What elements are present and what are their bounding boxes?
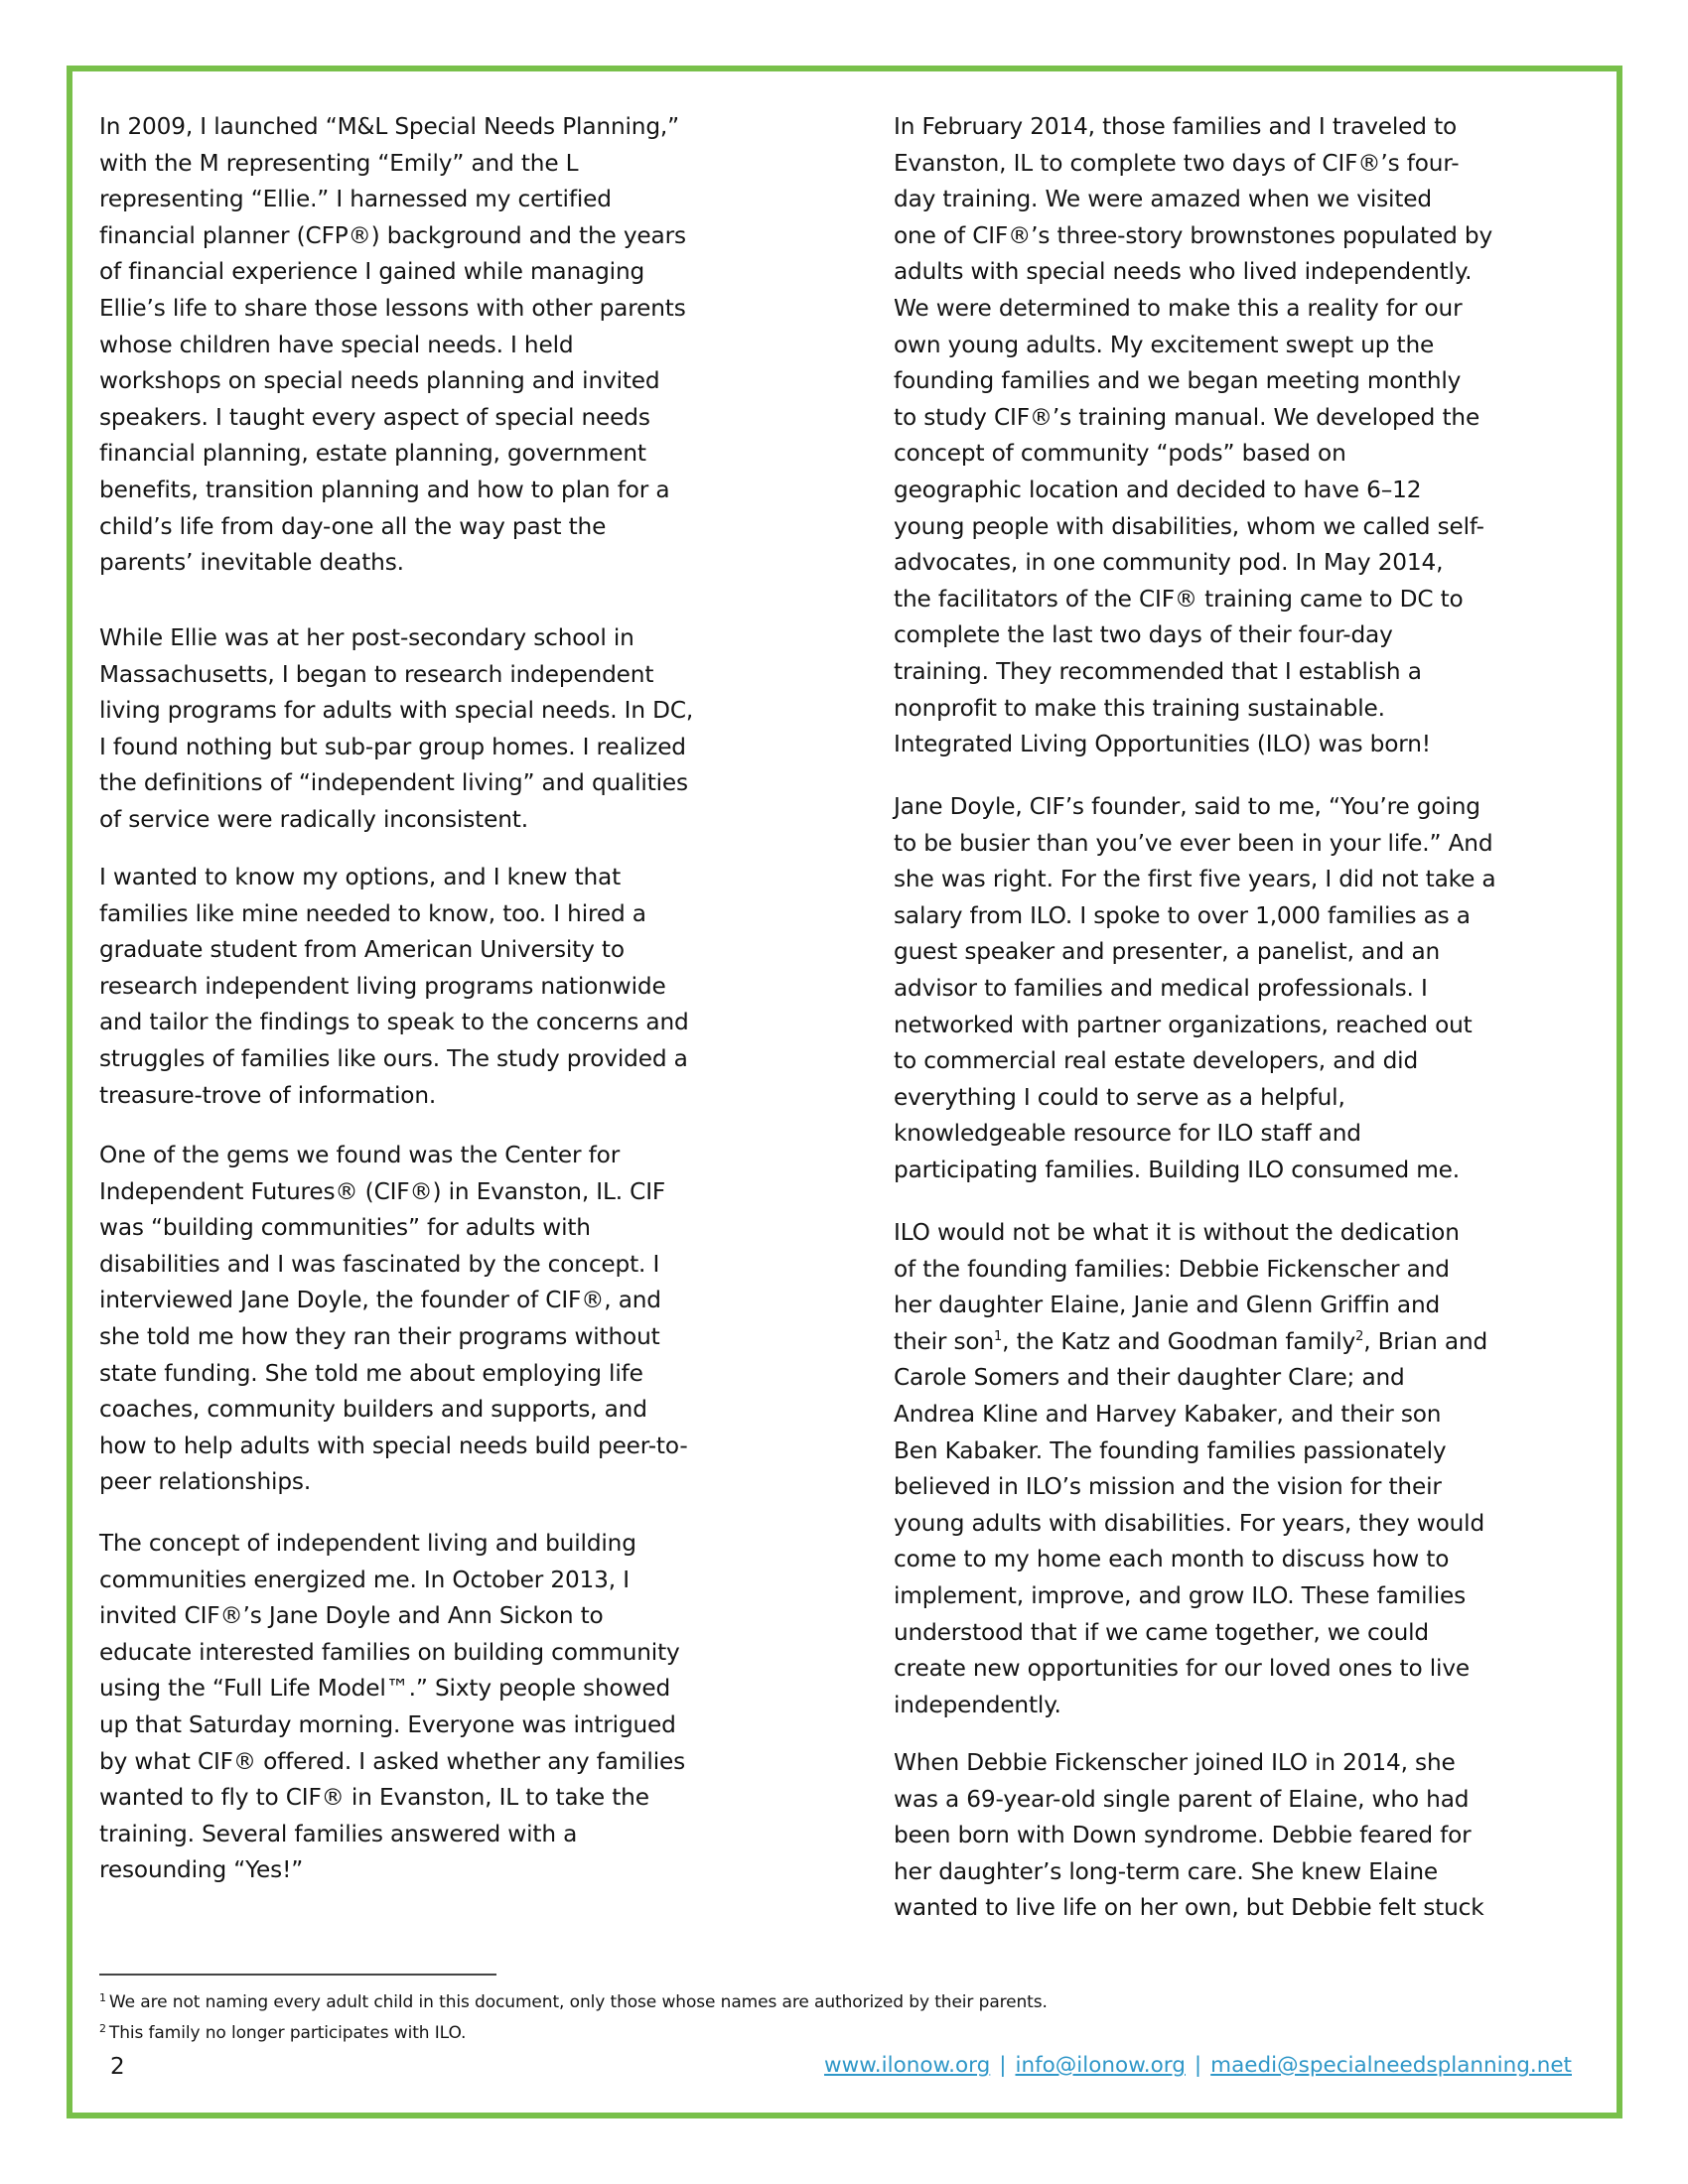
text-line: Ellie’s life to share those lessons with other parents	[99, 294, 686, 322]
text-line: educate interested families on building community	[99, 1638, 680, 1666]
text-line: child’s life from day-one all the way past the	[99, 512, 607, 540]
text-line: I found nothing but sub-par group homes. I realized	[99, 733, 686, 760]
text-line: was a 69-year-old single parent of Elaine, who had	[894, 1785, 1470, 1813]
text-line: to commercial real estate developers, and did	[894, 1047, 1419, 1075]
text-line: In 2009, I launched “M&L Special Needs Planning,”	[99, 113, 679, 140]
text-line: advisor to families and medical professionals. I	[894, 974, 1428, 1002]
page-number: 2	[110, 2054, 125, 2080]
text-line: of financial experience I gained while managing	[99, 258, 645, 286]
text-line: treasure-trove of information.	[99, 1081, 437, 1109]
website-link[interactable]: www.ilonow.org	[824, 2053, 991, 2078]
text-line: Ben Kabaker. The founding families passionately	[894, 1436, 1447, 1464]
text-line: In February 2014, those families and I traveled to	[894, 113, 1458, 140]
text-line: to be busier than you’ve ever been in your life.” And	[894, 829, 1493, 857]
text-line: founding families and we began meeting monthly	[894, 367, 1462, 395]
text-line: speakers. I taught every aspect of special needs	[99, 403, 650, 431]
text-line: state funding. She told me about employing life	[99, 1359, 643, 1387]
text-line: graduate student from American University to	[99, 936, 625, 964]
text-line: believed in ILO’s mission and the vision for their	[894, 1473, 1442, 1501]
text-line: struggles of families like ours. The study provided a	[99, 1044, 688, 1072]
text-line: how to help adults with special needs build peer-to-	[99, 1432, 688, 1459]
text-line: peer relationships.	[99, 1468, 312, 1496]
text-line: One of the gems we found was the Center for	[99, 1142, 621, 1168]
footnote-separator	[99, 1974, 496, 1976]
text-line: concept of community “pods” based on	[894, 440, 1346, 468]
text-line: salary from ILO. I spoke to over 1,000 families as a	[894, 901, 1471, 929]
text-line: the definitions of “independent living” and qualities	[99, 769, 688, 797]
text-line: Jane Doyle, CIF’s founder, said to me, “You’re going	[894, 793, 1480, 820]
text-line: Carole Somers and their daughter Clare; and	[894, 1364, 1405, 1392]
text-line: her daughter Elaine, Janie and Glenn Griffin and	[894, 1292, 1441, 1319]
text-line: disabilities and I was fascinated by the concept. I	[99, 1250, 660, 1278]
text-line: using the “Full Life Model™.” Sixty people showed	[99, 1675, 671, 1703]
paragraph-jane-doyle	[894, 789, 1609, 1189]
text-line: the facilitators of the CIF® training came to DC to	[894, 585, 1464, 613]
footer-links	[824, 2053, 1572, 2078]
text-line: resounding “Yes!”	[99, 1856, 304, 1884]
paragraph-founding-families	[894, 1215, 1609, 1723]
info-email-link[interactable]: info@ilonow.org	[1015, 2053, 1186, 2078]
text-line: financial planning, estate planning, government	[99, 440, 646, 468]
text-line: whose children have special needs. I held	[99, 331, 574, 358]
text-line: nonprofit to make this training sustainable.	[894, 694, 1385, 722]
text-segment: their son	[894, 1327, 995, 1355]
text-line: training. They recommended that I establish a	[894, 657, 1422, 685]
text-segment: , the Katz and Goodman family	[1002, 1327, 1356, 1355]
text-line: interviewed Jane Doyle, the founder of CIF®, and	[99, 1287, 661, 1314]
text-line: representing “Ellie.” I harnessed my certified	[99, 186, 612, 213]
text-line: parents’ inevitable deaths.	[99, 549, 404, 577]
footnote-ref-2[interactable]: 2	[1355, 1328, 1364, 1344]
paragraph-energized	[99, 1526, 794, 1889]
text-segment: , Brian and	[1363, 1327, 1488, 1355]
text-line: research independent living programs nationwide	[99, 972, 666, 1000]
text-line: young people with disabilities, whom we called self-	[894, 512, 1484, 540]
text-line: she was right. For the first five years, I did not take a	[894, 866, 1496, 893]
text-line: geographic location and decided to have 6–12	[894, 476, 1422, 503]
text-line: young adults with disabilities. For years, they would	[894, 1509, 1485, 1537]
footnote-text: We are not naming every adult child in this document, only those whose names are authorized by their parents.	[108, 1992, 1048, 2012]
text-line: of service were radically inconsistent.	[99, 805, 528, 833]
text-line: and tailor the findings to speak to the concerns and	[99, 1009, 689, 1036]
text-line: up that Saturday morning. Everyone was intrigued	[99, 1710, 676, 1738]
text-line: families like mine needed to know, too. I hired a	[99, 899, 646, 927]
paragraph-research-programs	[99, 620, 794, 839]
text-line: While Ellie was at her post-secondary school in	[99, 624, 634, 651]
paragraph-evanston-training	[894, 109, 1609, 763]
text-line: by what CIF® offered. I asked whether any families	[99, 1747, 686, 1775]
text-line: financial planner (CFP®) background and the years	[99, 221, 686, 249]
text-line: Integrated Living Opportunities (ILO) was born!	[894, 731, 1431, 758]
text-line: Evanston, IL to complete two days of CIF®’s four-	[894, 149, 1460, 177]
text-line: implement, improve, and grow ILO. These families	[894, 1581, 1467, 1609]
text-line: come to my home each month to discuss how to	[894, 1546, 1450, 1573]
text-line: coaches, community builders and supports, and	[99, 1396, 647, 1424]
text-line-with-footnotes	[894, 1324, 1609, 1361]
text-line: own young adults. My excitement swept up the	[894, 331, 1435, 358]
text-line: knowledgeable resource for ILO staff and	[894, 1120, 1361, 1148]
text-line: understood that if we came together, we could	[894, 1618, 1429, 1646]
paragraph-debbie	[894, 1745, 1609, 1927]
text-line: invited CIF®’s Jane Doyle and Ann Sickon to	[99, 1602, 604, 1630]
footnote-1	[99, 1992, 1048, 2012]
text-line: independently.	[894, 1691, 1061, 1718]
text-line: was “building communities” for adults with	[99, 1214, 591, 1242]
text-line: everything I could to serve as a helpful,	[894, 1083, 1345, 1111]
text-line: communities energized me. In October 2013, I	[99, 1566, 630, 1593]
paragraph-ml-planning	[99, 109, 794, 582]
text-line: her daughter’s long-term care. She knew Elaine	[894, 1857, 1439, 1885]
footnote-number: 1	[99, 1991, 106, 2004]
text-line: one of CIF®’s three-story brownstones populated by	[894, 221, 1493, 249]
text-line: with the M representing “Emily” and the L	[99, 149, 579, 177]
text-line: benefits, transition planning and how to plan for a	[99, 476, 670, 503]
text-line: day training. We were amazed when we visited	[894, 186, 1432, 213]
text-line: complete the last two days of their four-day	[894, 621, 1393, 649]
footnote-text: This family no longer participates with ILO.	[108, 2023, 467, 2043]
text-line: create new opportunities for our loved ones to live	[894, 1655, 1471, 1683]
text-line: adults with special needs who lived independently.	[894, 258, 1473, 286]
text-line: wanted to fly to CIF® in Evanston, IL to take the	[99, 1784, 649, 1812]
text-line: wanted to live life on her own, but Debbie felt stuck	[894, 1894, 1484, 1922]
text-line: guest speaker and presenter, a panelist, and an	[894, 938, 1441, 966]
text-line: training. Several families answered with a	[99, 1820, 578, 1847]
text-line: ILO would not be what it is without the dedication	[894, 1219, 1460, 1246]
text-line: When Debbie Fickenscher joined ILO in 2014, she	[894, 1749, 1456, 1776]
text-line: The concept of independent living and building	[99, 1530, 636, 1557]
text-line: networked with partner organizations, reached out	[894, 1011, 1473, 1038]
maedi-email-link[interactable]: maedi@specialneedsplanning.net	[1210, 2053, 1572, 2078]
separator: |	[999, 2053, 1007, 2078]
text-line: workshops on special needs planning and invited	[99, 367, 660, 395]
text-line: Massachusetts, I began to research independent	[99, 660, 654, 688]
text-line: I wanted to know my options, and I knew that	[99, 864, 622, 890]
separator: |	[1194, 2053, 1202, 2078]
text-line: to study CIF®’s training manual. We developed the	[894, 403, 1480, 431]
text-line: she told me how they ran their programs without	[99, 1322, 660, 1350]
text-line: been born with Down syndrome. Debbie feared for	[894, 1822, 1472, 1849]
paragraph-options	[99, 860, 794, 1114]
footnote-number: 2	[99, 2022, 106, 2035]
text-line: participating families. Building ILO consumed me.	[894, 1156, 1461, 1183]
text-line: We were determined to make this a reality for our	[894, 294, 1463, 322]
paragraph-cif-gems	[99, 1138, 794, 1501]
text-line: living programs for adults with special needs. In DC,	[99, 697, 694, 725]
text-line: Independent Futures® (CIF®) in Evanston, IL. CIF	[99, 1177, 666, 1205]
text-line: of the founding families: Debbie Fickenscher and	[894, 1255, 1450, 1283]
footnote-2	[99, 2023, 466, 2043]
text-line: advocates, in one community pod. In May 2014,	[894, 549, 1444, 577]
footnote-ref-1[interactable]: 1	[994, 1328, 1003, 1344]
text-line: Andrea Kline and Harvey Kabaker, and their son	[894, 1400, 1442, 1428]
